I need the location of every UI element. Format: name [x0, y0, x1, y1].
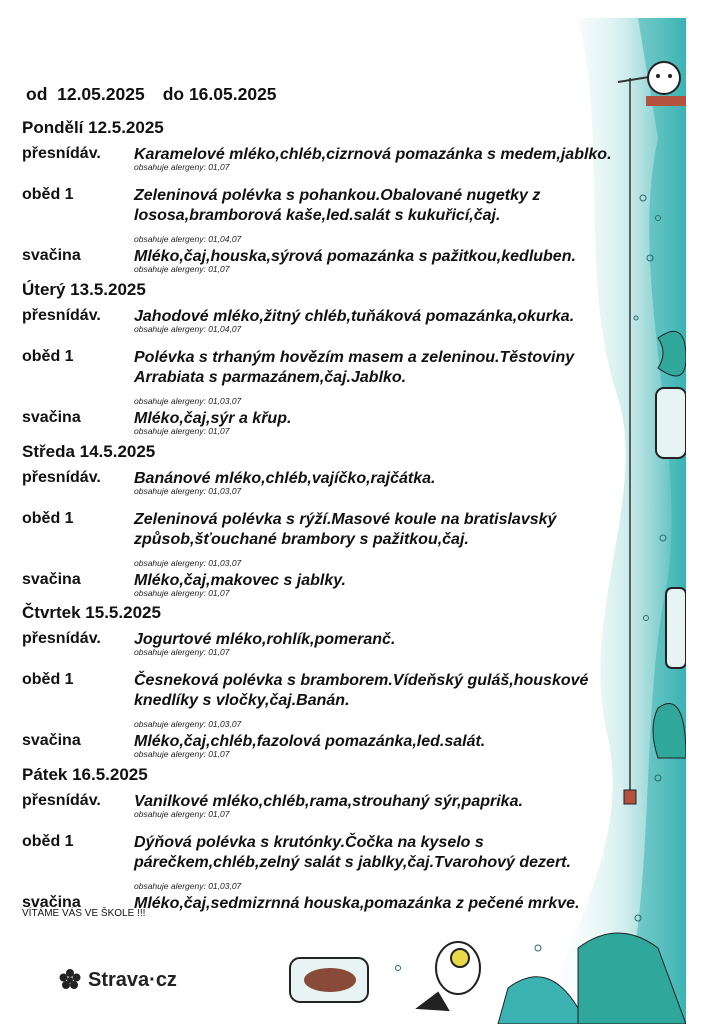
welcome-note: VÍTÁME VÁS VE ŠKOLE !!!: [22, 908, 146, 919]
meal-text: způsob,šťouchané brambory s pažitkou,čaj.: [134, 531, 469, 548]
allergen-note: obsahuje alergeny: 01,04,07: [134, 234, 242, 244]
meal-text: Mléko,čaj,sýr a křup.: [134, 410, 292, 427]
menu-page: [18, 18, 686, 1024]
meal-label: přesnídáv.: [22, 469, 101, 486]
meal-text: lososa,bramborová kaše,led.salát s kukuřicí,čaj.: [134, 207, 501, 224]
meal-text: Polévka s trhaným hovězím masem a zeleninou.Těstoviny: [134, 349, 575, 366]
day-title: Středa 14.5.2025: [22, 442, 156, 461]
meal-text: Mléko,čaj,chléb,fazolová pomazánka,led.salát.: [134, 733, 486, 750]
allergen-note: obsahuje alergeny: 01,07: [134, 588, 230, 598]
meal-label: oběd 1: [22, 510, 74, 527]
meal-label: přesnídáv.: [22, 307, 101, 324]
day-title: Úterý 13.5.2025: [22, 280, 146, 299]
meal-text: Jahodové mléko,žitný chléb,tuňáková pomazánka,okurka.: [134, 308, 575, 325]
allergen-note: obsahuje alergeny: 01,03,07: [134, 558, 242, 568]
meal-label: oběd 1: [22, 186, 74, 203]
meal-text: Mléko,čaj,makovec s jablky.: [134, 572, 346, 589]
meal-text: Arrabiata s parmazánem,čaj.Jablko.: [134, 369, 407, 386]
strava-flower-icon: [58, 968, 82, 992]
strava-logo: [58, 968, 177, 992]
allergen-note: obsahuje alergeny: 01,03,07: [134, 486, 242, 496]
allergen-note: obsahuje alergeny: 01,07: [134, 426, 230, 436]
meal-label: oběd 1: [22, 833, 74, 850]
allergen-note: obsahuje alergeny: 01,03,07: [134, 881, 242, 891]
meal-text: párečkem,chléb,zelný salát s jablky,čaj.Tvarohový dezert.: [134, 854, 571, 871]
date-range: [26, 84, 295, 105]
meal-label: svačina: [22, 732, 81, 749]
date-to: do 16.05.2025: [162, 84, 277, 104]
meal-label: svačina: [22, 247, 81, 264]
allergen-note: obsahuje alergeny: 01,04,07: [134, 324, 242, 334]
meal-text: Česneková polévka s bramborem.Vídeňský guláš,houskové: [134, 672, 589, 689]
meal-text: Karamelové mléko,chléb,cizrnová pomazánka s medem,jablko.: [134, 146, 612, 163]
meal-text: Dýňová polévka s krutónky.Čočka na kyselo s: [134, 834, 484, 851]
meal-label: přesnídáv.: [22, 630, 101, 647]
meal-label: přesnídáv.: [22, 792, 101, 809]
meal-text: knedlíky s vločky,čaj.Banán.: [134, 692, 350, 709]
meal-text: Jogurtové mléko,rohlík,pomeranč.: [134, 631, 396, 648]
meal-label: přesnídáv.: [22, 145, 101, 162]
menu-content: [18, 18, 686, 1024]
day-title: Pondělí 12.5.2025: [22, 118, 164, 137]
meal-text: Vanilkové mléko,chléb,rama,strouhaný sýr,paprika.: [134, 793, 523, 810]
allergen-note: obsahuje alergeny: 01,07: [134, 264, 230, 274]
allergen-note: obsahuje alergeny: 01,03,07: [134, 719, 242, 729]
allergen-note: obsahuje alergeny: 01,03,07: [134, 396, 242, 406]
allergen-note: obsahuje alergeny: 01,07: [134, 162, 230, 172]
meal-text: Banánové mléko,chléb,vajíčko,rajčátka.: [134, 470, 436, 487]
date-from: od 12.05.2025: [26, 84, 145, 104]
meal-label: svačina: [22, 571, 81, 588]
meal-label: oběd 1: [22, 348, 74, 365]
meal-label: oběd 1: [22, 671, 74, 688]
meal-text: Mléko,čaj,houska,sýrová pomazánka s pažitkou,kedluben.: [134, 248, 576, 265]
meal-label: svačina: [22, 894, 81, 911]
meal-text: Mléko,čaj,sedmizrnná houska,pomazánka z pečené mrkve.: [134, 895, 580, 912]
allergen-note: obsahuje alergeny: 01,07: [134, 647, 230, 657]
strava-logo-text: Strava·cz: [88, 968, 177, 991]
meal-text: Zeleninová polévka s pohankou.Obalované nugetky z: [134, 187, 541, 204]
meal-text: Zeleninová polévka s rýží.Masové koule na bratislavský: [134, 511, 557, 528]
allergen-note: obsahuje alergeny: 01,07: [134, 809, 230, 819]
allergen-note: obsahuje alergeny: 01,07: [134, 749, 230, 759]
day-title: Pátek 16.5.2025: [22, 765, 148, 784]
meal-label: svačina: [22, 409, 81, 426]
day-title: Čtvrtek 15.5.2025: [22, 603, 161, 622]
